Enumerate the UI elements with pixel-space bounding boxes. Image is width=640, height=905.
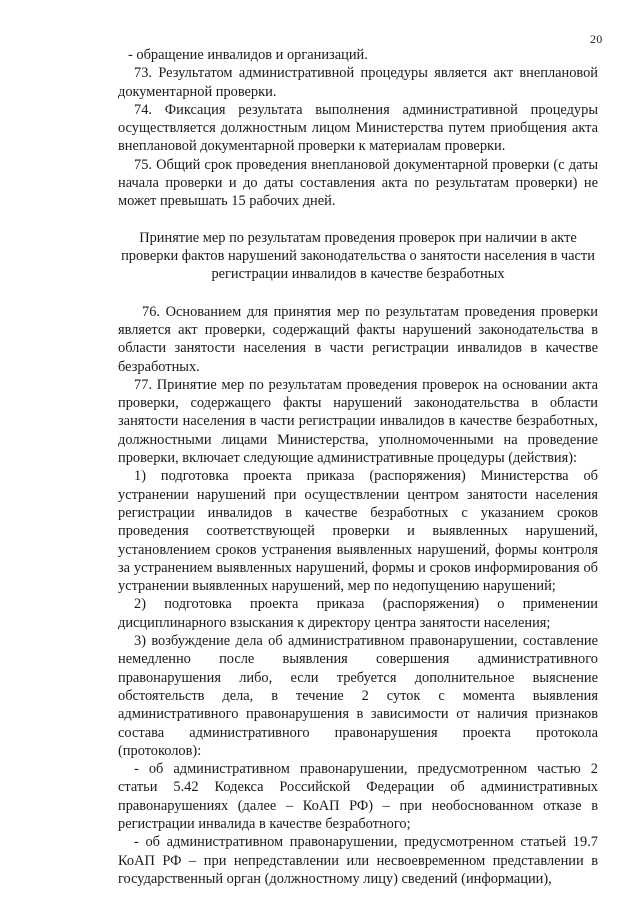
section-heading: Принятие мер по результатам проведения проверок при наличии в акте проверки фактов нарушений законодательства о занятости населения в части регистрации инвалидов в качестве безработных: [121, 229, 595, 282]
page-number: 20: [590, 32, 603, 46]
paragraph: 74. Фиксация результата выполнения административной процедуры осуществляется должностным лицом Министерства путем приобщения акта внеплановой документарной проверки к материалам проверки.: [118, 101, 598, 155]
paragraph: 77. Принятие мер по результатам проведения проверок на основании акта проверки, содержащего факты нарушений законодательства в области занятости населения в части регистрации инвалидов в качестве безработных, должностными лицами Министерства, уполномоченными на проведение проверки, включает следующие административные процедуры (действия):: [118, 376, 598, 467]
paragraph: 76. Основанием для принятия мер по результатам проведения проверки является акт проверки, содержащий факты нарушений законодательства в области занятости населения в части регистрации инвалидов в качестве безработных.: [118, 303, 598, 375]
list-item: 3) возбуждение дела об административном правонарушении, составление немедленно после выявления совершения административного правонарушения либо, если требуется дополнительное выяснение обстоятельств дела, в течение 2 суток с момента выявления административного правонарушения в зависимости от наличия признаков состава административного правонарушения проекта протокола (протоколов):: [118, 633, 598, 759]
paragraph: 73. Результатом административной процедуры является акт внеплановой документарной проверки.: [118, 65, 598, 100]
list-item: - об административном правонарушении, предусмотренном частью 2 статьи 5.42 Кодекса Российской Федерации об административных правонарушениях (далее – КоАП РФ) – при необоснованном отказе в регистрации инвалида в качестве безработного;: [118, 761, 598, 832]
document-body: [118, 46, 598, 888]
list-item: 1) подготовка проекта приказа (распоряжения) Министерства об устранении нарушений при осуществлении центром занятости населения регистрации инвалидов в качестве безработных с указанием сроков проведения соответствующей проверки и выявленных нарушений, установлением сроков устранения выявленных нарушений, формы контроля за устранением выявленных нарушений, формы и сроков информирования об устранении выявленных нарушений, мер по недопущению нарушений;: [118, 468, 598, 595]
list-item: - об административном правонарушении, предусмотренном статьей 19.7 КоАП РФ – при непредставлении или несвоевременном представлении в государственный орган (должностному лицу) сведений (информации),: [118, 834, 598, 887]
paragraph: - обращение инвалидов и организаций.: [128, 47, 368, 63]
paragraph: 75. Общий срок проведения внеплановой документарной проверки (с даты начала проверки и до даты составления акта по результатам проверки) не может превышать 15 рабочих дней.: [118, 156, 598, 210]
list-item: 2) подготовка проекта приказа (распоряжения) о применении дисциплинарного взыскания к директору центра занятости населения;: [118, 596, 598, 631]
